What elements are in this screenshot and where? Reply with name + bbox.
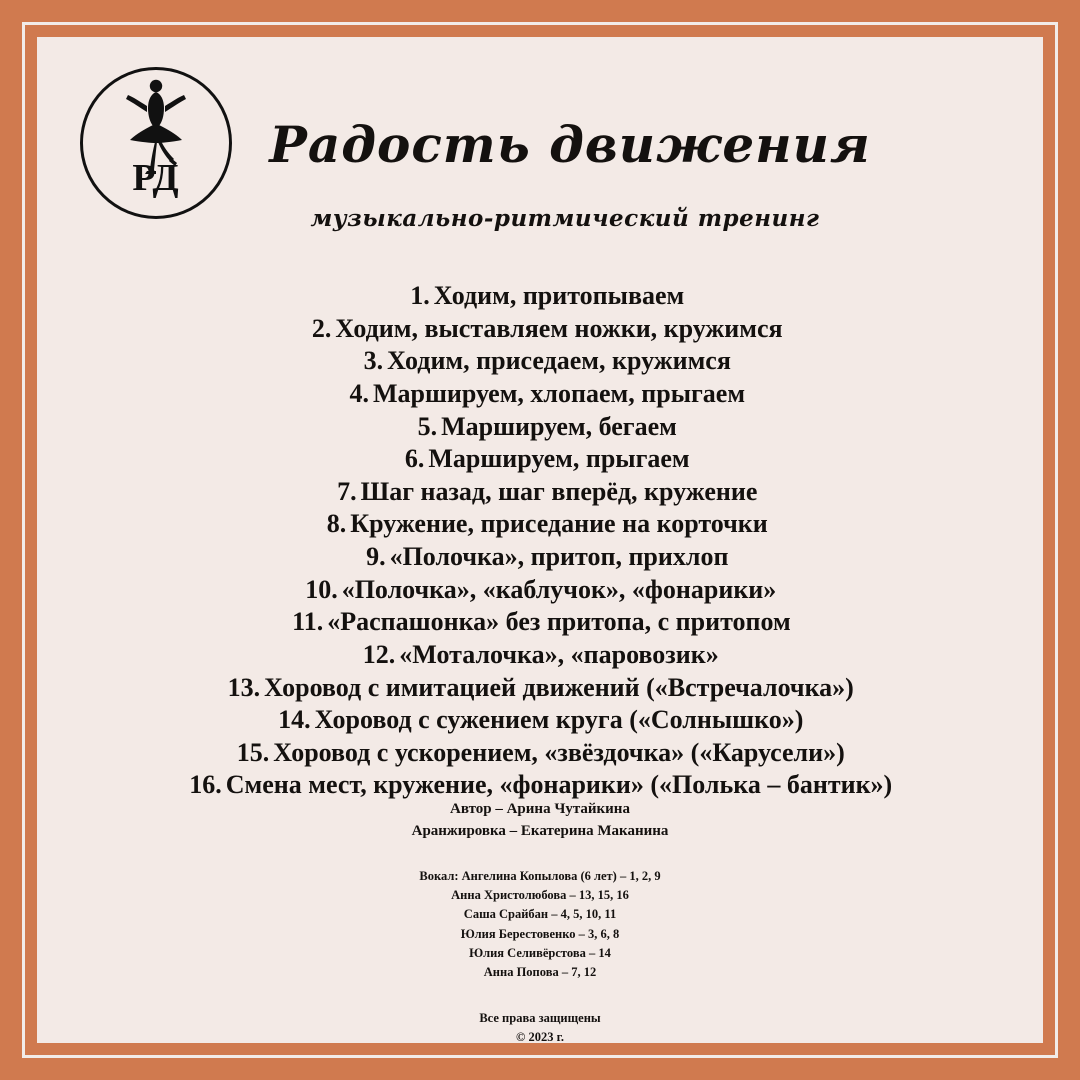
- list-item: [37, 769, 1043, 802]
- list-item: [37, 508, 1043, 541]
- list-item-number: 6.: [404, 444, 425, 474]
- list-item-label: «Полочка», притоп, прихлоп: [389, 542, 729, 571]
- page-title: Радость движения: [269, 115, 871, 174]
- list-item-label: Хоровод с ускорением, «звёздочка» («Карусели»): [273, 737, 845, 767]
- vocals-line: Юлия Берестовенко – 3, 6, 8: [460, 926, 620, 941]
- list-item-label: Хоровод с имитацией движений («Встречалочка»): [264, 672, 854, 702]
- credits-block: [37, 799, 1043, 1046]
- list-item: [37, 541, 1043, 574]
- poster-sheet: [37, 37, 1043, 1043]
- list-item-label: «Распашонка» без притопа, с притопом: [327, 607, 791, 637]
- list-item-label: Кружение, приседание на корточки: [350, 509, 768, 539]
- list-item-number: 7.: [337, 476, 357, 506]
- list-item-number: 14.: [278, 705, 311, 735]
- list-item: [37, 443, 1043, 476]
- list-item-label: Маршируем, хлопаем, прыгаем: [372, 378, 746, 408]
- list-item: [37, 672, 1043, 705]
- list-item-label: Ходим, притопываем: [433, 281, 685, 310]
- list-item-number: 9.: [366, 542, 386, 571]
- poster-inner-frame: [22, 22, 1058, 1058]
- copyright-text: © 2023 г.: [516, 1029, 564, 1044]
- list-item: [37, 704, 1043, 737]
- vocals-line: Анна Попова – 7, 12: [483, 965, 597, 980]
- list-item: [37, 411, 1043, 444]
- rights-block: [37, 1009, 1043, 1047]
- list-item-number: 12.: [362, 639, 396, 669]
- list-item: [37, 574, 1043, 607]
- list-item-number: 11.: [292, 607, 324, 637]
- list-item: [37, 378, 1043, 411]
- list-item-number: 10.: [305, 574, 338, 604]
- list-item-label: Ходим, выставляем ножки, кружимся: [335, 313, 783, 343]
- vocals-block: [37, 867, 1043, 983]
- list-item-label: Шаг назад, шаг вперёд, кружение: [360, 476, 758, 506]
- list-item-number: 15.: [236, 737, 270, 767]
- list-item-label: Смена мест, кружение, «фонарики» («Полька – бантик»): [225, 770, 893, 800]
- list-item-number: 5.: [417, 411, 438, 441]
- list-item-number: 8.: [326, 509, 347, 539]
- credits-author: Автор – Арина Чутайкина: [450, 801, 630, 817]
- list-item-number: 13.: [227, 672, 261, 702]
- list-item: [37, 476, 1043, 509]
- list-item-label: «Моталочка», «паровозик»: [399, 639, 719, 669]
- vocals-line: Анна Христолюбова – 13, 15, 16: [451, 887, 629, 902]
- list-item: [37, 280, 1043, 313]
- rights-text: Все права защищены: [479, 1010, 601, 1025]
- list-item-label: Маршируем, бегаем: [441, 411, 677, 441]
- list-item: [37, 606, 1043, 639]
- credits-arrangement: Аранжировка – Екатерина Маканина: [411, 822, 669, 839]
- page-subtitle: музыкально-ритмический тренинг: [310, 205, 820, 232]
- list-item: [37, 737, 1043, 770]
- vocals-line: Вокал: Ангелина Копылова (6 лет) – 1, 2, 9: [419, 868, 661, 883]
- list-item-label: Ходим, приседаем, кружимся: [387, 346, 731, 376]
- list-item-number: 4.: [349, 378, 369, 408]
- vocals-line: Саша Срайбан – 4, 5, 10, 11: [463, 907, 617, 922]
- list-item-number: 3.: [363, 346, 384, 376]
- list-item-number: 1.: [410, 281, 430, 310]
- list-item-label: «Полочка», «каблучок», «фонарики»: [341, 574, 777, 604]
- list-item: [37, 639, 1043, 672]
- list-item: [37, 345, 1043, 378]
- exercise-list: [37, 280, 1043, 802]
- list-item: [37, 313, 1043, 346]
- list-item-label: Маршируем, прыгаем: [428, 444, 690, 474]
- logo-monogram: РД: [132, 157, 180, 199]
- vocals-line: Юлия Селивёрстова – 14: [469, 946, 611, 960]
- list-item-number: 2.: [311, 313, 332, 343]
- list-item-label: Хоровод с сужением круга («Солнышко»): [314, 705, 804, 735]
- list-item-number: 16.: [189, 770, 222, 800]
